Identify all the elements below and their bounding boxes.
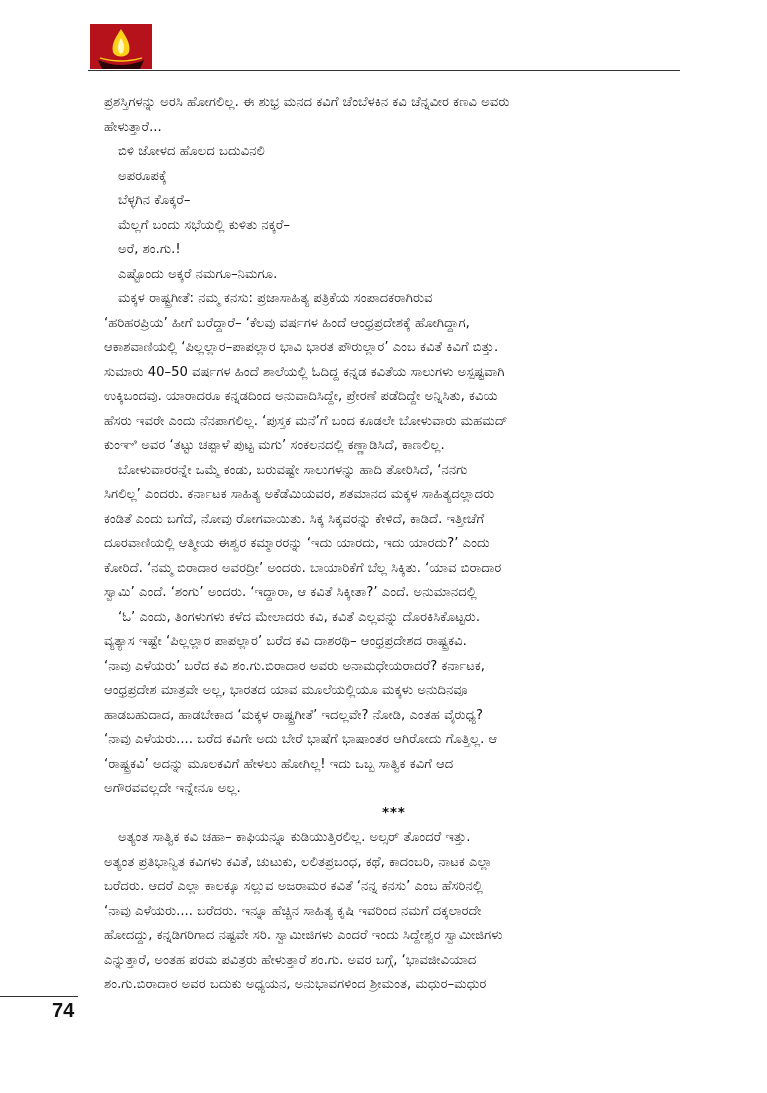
paragraph-line: ಕುಂಞಿ ಅವರ ‘ತಟ್ಟು ಚಪ್ಪಾಳೆ ಪುಟ್ಟ ಮಗು’ ಸಂಕಲನದಲ್ಲಿ ಕಣ್ಣಾಡಿಸಿದೆ, ಕಾಣಲಿಲ್ಲ. [104, 438, 445, 453]
header-rule [88, 70, 680, 71]
paragraph-line: ಹಾಡಬಹುದಾದ, ಹಾಡಬೇಕಾದ ‘ಮಕ್ಕಳ ರಾಷ್ಟ್ರಗೀತೆ’ ಇದಲ್ಲವೇ? ನೋಡಿ, ಎಂತಹ ವೈರುಧ್ಯ? [104, 707, 483, 723]
lamp-flame-icon [90, 24, 152, 69]
paragraph-line: ವ್ಯತ್ಯಾಸ ಇಷ್ಟೇ ‘ಪಿಲ್ಲಲ್ಲಾರ ಪಾಪಲ್ಲಾರ’ ಬರೆದ ಕವಿ ದಾಶರಥಿ– ಆಂಧ್ರಪ್ರದೇಶದ ರಾಷ್ಟ್ರಕವಿ. [104, 634, 467, 649]
paragraph-line: ಹೆಸರು ಇವರೇ ಎಂದು ನೆನಪಾಗಲಿಲ್ಲ. ‘ಪುಸ್ತಕ ಮನೆ’ಗೆ ಬಂದ ಕೂಡಲೇ ಬೋಳುವಾರು ಮಹಮದ್ [104, 413, 508, 429]
paragraph-line: ‘ಓ’ ಎಂದು, ತಿಂಗಳುಗಳು ಕಳೆದ ಮೇಲಾದರು ಕವಿ, ಕವಿತೆ ಎಲ್ಲವನ್ನು ದೊರಕಿಸಿಕೊಟ್ಟರು. [118, 609, 481, 625]
paragraph-line: ‘ನಾವು ಎಳೆಯರು.... ಬರೆದ ಕವಿಗೇ ಅದು ಬೇರೆ ಭಾಷೆಗೆ ಭಾಷಾಂತರ ಆಗಿರೋದು ಗೊತ್ತಿಲ್ಲ. ಆ [104, 732, 498, 747]
poem-line: ಬೆಳ್ಳಗಿನ ಕೊಕ್ಕರೆ– [118, 193, 191, 208]
poem-line: ಬಿಳಿ ಜೋಳದ ಹೊಲದ ಬದುವಿನಲಿ [118, 144, 265, 159]
page-number: 74 [52, 1000, 75, 1022]
paragraph-line: ‘ರಾಷ್ಟ್ರಕವಿ’ ಅದನ್ನು ಮೂಲಕವಿಗೆ ಹೇಳಲು ಹೋಗಿಲ್ಲ! ಇದು ಒಬ್ಬ ಸಾತ್ವಿಕ ಕವಿಗೆ ಆದ [104, 756, 454, 772]
page-body [104, 91, 684, 998]
paragraph-line: ಕಂಡಿತೆ ಎಂದು ಬಗೆದೆ, ನೋವು ರೋಗವಾಯಿತು. ಸಿಕ್ಕ ಸಿಕ್ಕವರನ್ನು ಕೇಳಿದೆ, ಕಾಡಿದೆ. ಇತ್ತೀಚೆಗೆ [104, 511, 485, 527]
paragraph-line: ಶಂ.ಗು.ಬಿರಾದಾರ ಅವರ ಬದುಕು ಅಧ್ಯಯನ, ಅನುಭಾವಗಳಿಂದ ಶ್ರೀಮಂತ, ಮಧುರ–ಮಧುರ [104, 977, 487, 992]
paragraph-line: ಸಿಗಲಿಲ್ಲ’ ಎಂದರು. ಕರ್ನಾಟಕ ಸಾಹಿತ್ಯ ಅಕೆಡೆಮಿಯವರ, ಶತಮಾನದ ಮಕ್ಕಳ ಸಾಹಿತ್ಯದಲ್ಲಾದರು [104, 487, 495, 502]
paragraph-line: ಆಕಾಶವಾಣಿಯಲ್ಲಿ ‘ಪಿಲ್ಲಲ್ಲಾರ–ಪಾಪಲ್ಲಾರ ಭಾವಿ ಭಾರತ ಪೌರುಲ್ಲಾರ’ ಎಂಬ ಕವಿತೆ ಕಿವಿಗೆ ಬಿತ್ತು. [104, 340, 499, 355]
paragraph-line: ಸ್ವಾಮಿ’ ಎಂದೆ. ‘ಶಂಗು’ ಅಂದರು. ‘ಇದ್ದಾರಾ, ಆ ಕವಿತೆ ಸಿಕ್ಕೀತಾ?’ ಎಂದೆ. ಅನುಮಾನದಲ್ಲಿ [104, 585, 477, 600]
section-separator: *** [382, 805, 406, 821]
paragraph-line: ‘ನಾವು ಎಳೆಯರು’ ಬರೆದ ಕವಿ ಶಂ.ಗು.ಬಿರಾದಾರ ಅವರು ಅನಾಮಧೇಯರಾದರೆ? ಕರ್ನಾಟಕ, [104, 658, 485, 674]
paragraph-line: ಕೋರಿದೆ. ‘ನಮ್ಮ ಬಿರಾದಾರ ಅವರದ್ರೀ’ ಅಂದರು. ಬಾಯಾರಿಕೆಗೆ ಬೆಲ್ಲ ಸಿಕ್ಕಿತು. ‘ಯಾವ ಬಿರಾದಾರ [104, 560, 502, 576]
paragraph-line: ದೂರವಾಣಿಯಲ್ಲಿ ಆತ್ಮೀಯ ಈಶ್ವರ ಕಮ್ಮಾರರನ್ನು ‘ಇದು ಯಾರದು, ಇದು ಯಾರದು?’ ಎಂದು [104, 536, 490, 551]
paragraph-line: ಬೋಳುವಾರರನ್ನೇ ಒಮ್ಮೆ ಕಂಡು, ಬರುವಷ್ಟೇ ಸಾಲುಗಳನ್ನು ಹಾದಿ ತೋರಿಸಿದೆ, ‘ನನಗು [118, 462, 468, 478]
footer-rule [0, 996, 78, 997]
poem-line: ಎಷ್ಟೊಂದು ಅಕ್ಕರೆ ನಮಗೂ–ನಿಮಗೂ. [118, 266, 278, 282]
paragraph-line: ಹೋದದ್ದು, ಕನ್ನಡಿಗರಿಗಾದ ನಷ್ಟವೇ ಸರಿ. ಸ್ವಾಮೀಜಿಗಳು ಎಂದರೆ ಇಂದು ಸಿದ್ದೇಶ್ವರ ಸ್ವಾಮೀಜಿಗಳು [104, 928, 503, 943]
paragraph-line: ಅತ್ಯಂತ ಪ್ರತಿಭಾನ್ವಿತ ಕವಿಗಳು ಕವಿತೆ, ಚುಟುಕು, ಲಲಿತಪ್ರಬಂಧ, ಕಥೆ, ಕಾದಂಬರಿ, ನಾಟಕ ಎಲ್ಲಾ [104, 854, 493, 870]
paragraph-line: ಸುಮಾರು 40–50 ವರ್ಷಗಳ ಹಿಂದೆ ಶಾಲೆಯಲ್ಲಿ ಓದಿದ್ದ ಕನ್ನಡ ಕವಿತೆಯ ಸಾಲುಗಳು ಅಸ್ಪಷ್ಟವಾಗಿ [104, 364, 505, 380]
paragraph-line: ಹೇಳುತ್ತಾರೆ... [104, 119, 162, 135]
paragraph-line: ಉಕ್ಕಿಬಂದವು. ಯಾರಾದರೂ ಕನ್ನಡದಿಂದ ಅನುವಾದಿಸಿದ್ದೇ, ಪ್ರೇರಣೆ ಪಡೆದಿದ್ದೇ ಅನ್ನಿಸಿತು, ಕವಿಯ [104, 389, 498, 404]
paragraph-line: ಬರೆದರು. ಆದರೆ ಎಲ್ಲಾ ಕಾಲಕ್ಕೂ ಸಲ್ಲುವ ಅಜರಾಮರ ಕವಿತೆ ‘ನನ್ನ ಕನಸು’ ಎಂಬ ಹೆಸರಿನಲ್ಲಿ [104, 879, 483, 894]
poem-line: ಮೆಲ್ಲಗೆ ಬಂದು ಸಭೆಯಲ್ಲಿ ಕುಳಿತು ನಕ್ಕರೆ– [118, 217, 290, 233]
poem-line: ಅರೆ, ಶಂ.ಗು.! [118, 242, 181, 257]
paragraph-line: ‘ಹರಿಹರಪ್ರಿಯ’ ಹೀಗೆ ಬರೆದ್ದಾರೆ– ‘ಕೆಲವು ವರ್ಷಗಳ ಹಿಂದೆ ಆಂಧ್ರಪ್ರದೇಶಕ್ಕೆ ಹೋಗಿದ್ದಾಗ, [104, 315, 470, 331]
poem-line: ಅಪರೂಪಕ್ಕೆ [118, 168, 167, 184]
paragraph-line: ‘ನಾವು ಎಳೆಯರು.... ಬರೆದರು. ಇನ್ನೂ ಹೆಚ್ಚಿನ ಸಾಹಿತ್ಯ ಕೃಷಿ ಇವರಿಂದ ನಮಗೆ ದಕ್ಕಲಾರದೇ [104, 903, 482, 919]
paragraph-line: ಆಂಧ್ರಪ್ರದೇಶ ಮಾತ್ರವೇ ಅಲ್ಲ, ಭಾರತದ ಯಾವ ಮೂಲೆಯಲ್ಲಿಯೂ ಮಕ್ಕಳು ಅನುದಿನವೂ [104, 683, 468, 698]
paragraph-line: ಎನ್ನುತ್ತಾರೆ, ಅಂತಹ ಪರಮ ಪವಿತ್ರರು ಹೇಳುತ್ತಾರೆ ಶಂ.ಗು. ಅವರ ಬಗ್ಗೆ, ‘ಭಾವಜೀವಿಯಾದ [104, 952, 477, 968]
paragraph-line: ಪ್ರಶಸ್ತಿಗಳನ್ನು ಅರಸಿ ಹೋಗಲಿಲ್ಲ. ಈ ಶುಭ್ರ ಮನದ ಕವಿಗೆ ಚೆಂಬೆಳಕಿನ ಕವಿ ಚೆನ್ನವೀರ ಕಣವಿ ಅವರು [104, 95, 510, 110]
paragraph-line: ಅಗೌರವವಲ್ಲದೇ ಇನ್ನೇನೂ ಅಲ್ಲ. [104, 781, 241, 796]
paragraph-line: ಮಕ್ಕಳ ರಾಷ್ಟ್ರಗೀತೆ: ನಮ್ಮ ಕನಸು: ಪ್ರಜಾಸಾಹಿತ್ಯ ಪತ್ರಿಕೆಯ ಸಂಪಾದಕರಾಗಿರುವ [118, 291, 433, 306]
paragraph-line: ಅತ್ಯಂತ ಸಾತ್ವಿಕ ಕವಿ ಚಹಾ– ಕಾಫಿಯನ್ನೂ ಕುಡಿಯುತ್ತಿರಲಿಲ್ಲ. ಅಲ್ಸರ್ ತೊಂದರೆ ಇತ್ತು. [118, 830, 471, 845]
